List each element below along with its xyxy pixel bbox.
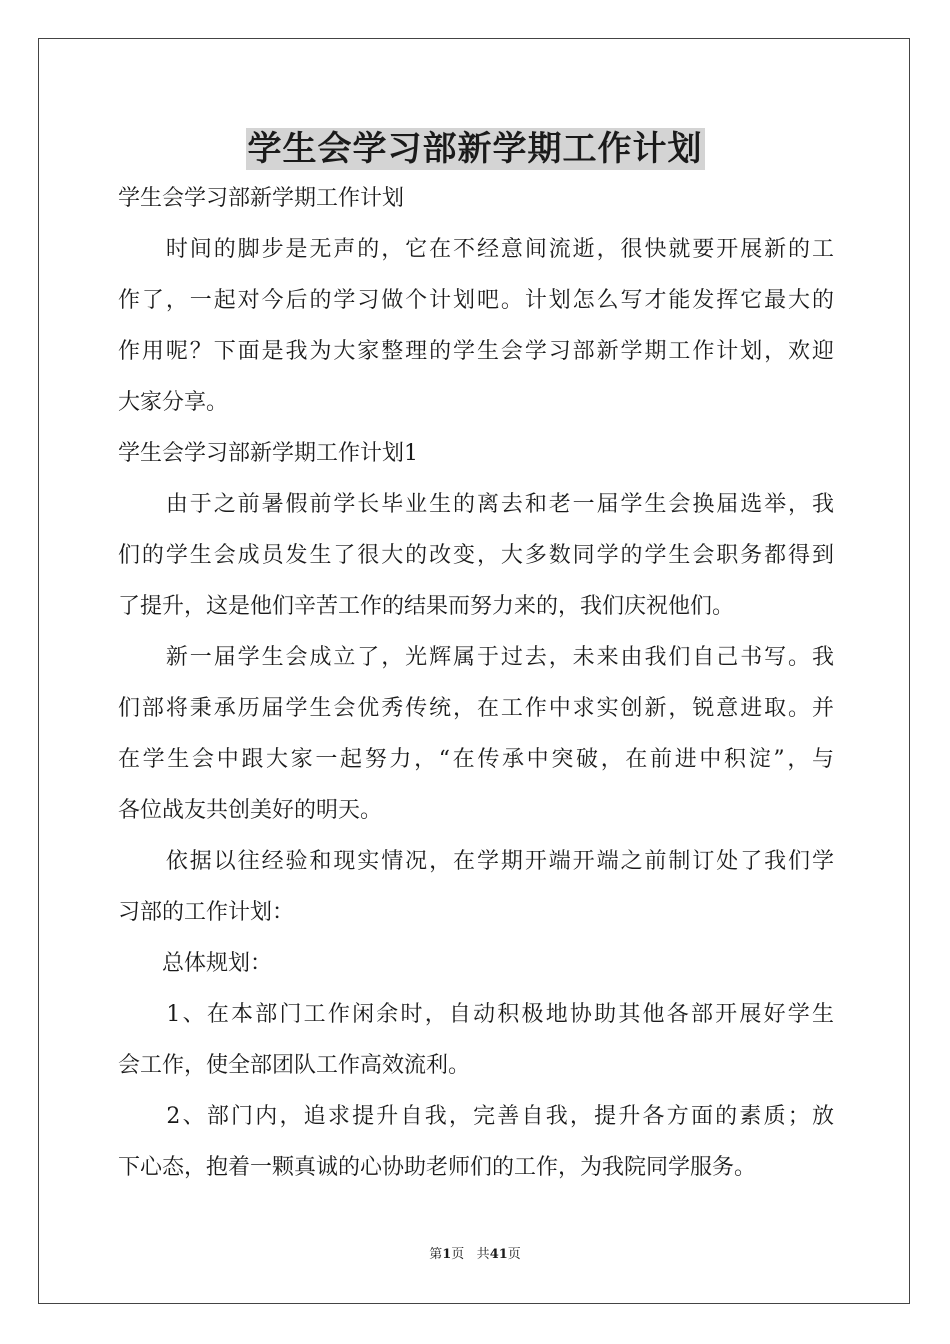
page-suffix: 页 (451, 1247, 465, 1262)
total-suffix: 页 (507, 1247, 521, 1262)
paragraph-line: 作用呢？下面是我为大家整理的学生会学习部新学期工作计划，欢迎 (118, 339, 834, 364)
paragraph-line: 下心态，抱着一颗真诚的心协助老师们的工作，为我院同学服务。 (118, 1155, 757, 1180)
paragraph-line: 会工作，使全部团队工作高效流利。 (118, 1053, 471, 1078)
page-number: 1 (442, 1247, 452, 1262)
paragraph-line: 新一届学生会成立了，光辉属于过去，未来由我们自己书写。我 (118, 645, 834, 670)
document-body (118, 173, 834, 1193)
document-title: 学生会学习部新学期工作计划 (247, 129, 703, 169)
intro-paragraph (118, 224, 834, 428)
total-pages: 41 (489, 1247, 508, 1262)
paragraph-line: 大家分享。 (118, 390, 229, 415)
paragraph-line: 1、在本部门工作闲余时，自动积极地协助其他各部开展好学生 (118, 1002, 834, 1027)
paragraph-1 (118, 479, 834, 632)
paragraph-2 (118, 632, 834, 836)
title-container (0, 128, 950, 170)
paragraph-line: 们部将秉承历届学生会优秀传统，在工作中求实创新，锐意进取。并 (118, 696, 834, 721)
paragraph-line: 各位战友共创美好的明天。 (118, 798, 383, 823)
total-prefix: 共 (476, 1247, 490, 1262)
paragraph-3 (118, 836, 834, 938)
paragraph-line: 作了，一起对今后的学习做个计划吧。计划怎么写才能发挥它最大的 (118, 288, 834, 313)
paragraph-line: 依据以往经验和现实情况，在学期开端开端之前制订处了我们学 (118, 849, 834, 874)
paragraph-5 (118, 989, 834, 1091)
paragraph-line: 由于之前暑假前学长毕业生的离去和老一届学生会换届选举，我 (118, 492, 834, 517)
paragraph-line: 时间的脚步是无声的，它在不经意间流逝，很快就要开展新的工 (118, 237, 834, 262)
paragraph-line: 在学生会中跟大家一起努力，“在传承中突破，在前进中积淀”，与 (118, 747, 834, 772)
page-footer (0, 1246, 950, 1264)
paragraph-line: 习部的工作计划： (118, 900, 295, 925)
paragraph-4: 总体规划： (118, 951, 273, 976)
paragraph-line: 了提升，这是他们辛苦工作的结果而努力来的，我们庆祝他们。 (118, 594, 735, 619)
section-heading: 学生会学习部新学期工作计划1 (118, 441, 418, 466)
paragraph-line: 2、部门内，追求提升自我，完善自我，提升各方面的素质；放 (118, 1104, 834, 1129)
page-prefix: 第 (429, 1247, 443, 1262)
paragraph-line: 们的学生会成员发生了很大的改变，大多数同学的学生会职务都得到 (118, 543, 834, 568)
subtitle: 学生会学习部新学期工作计划 (118, 186, 405, 211)
paragraph-6 (118, 1091, 834, 1193)
